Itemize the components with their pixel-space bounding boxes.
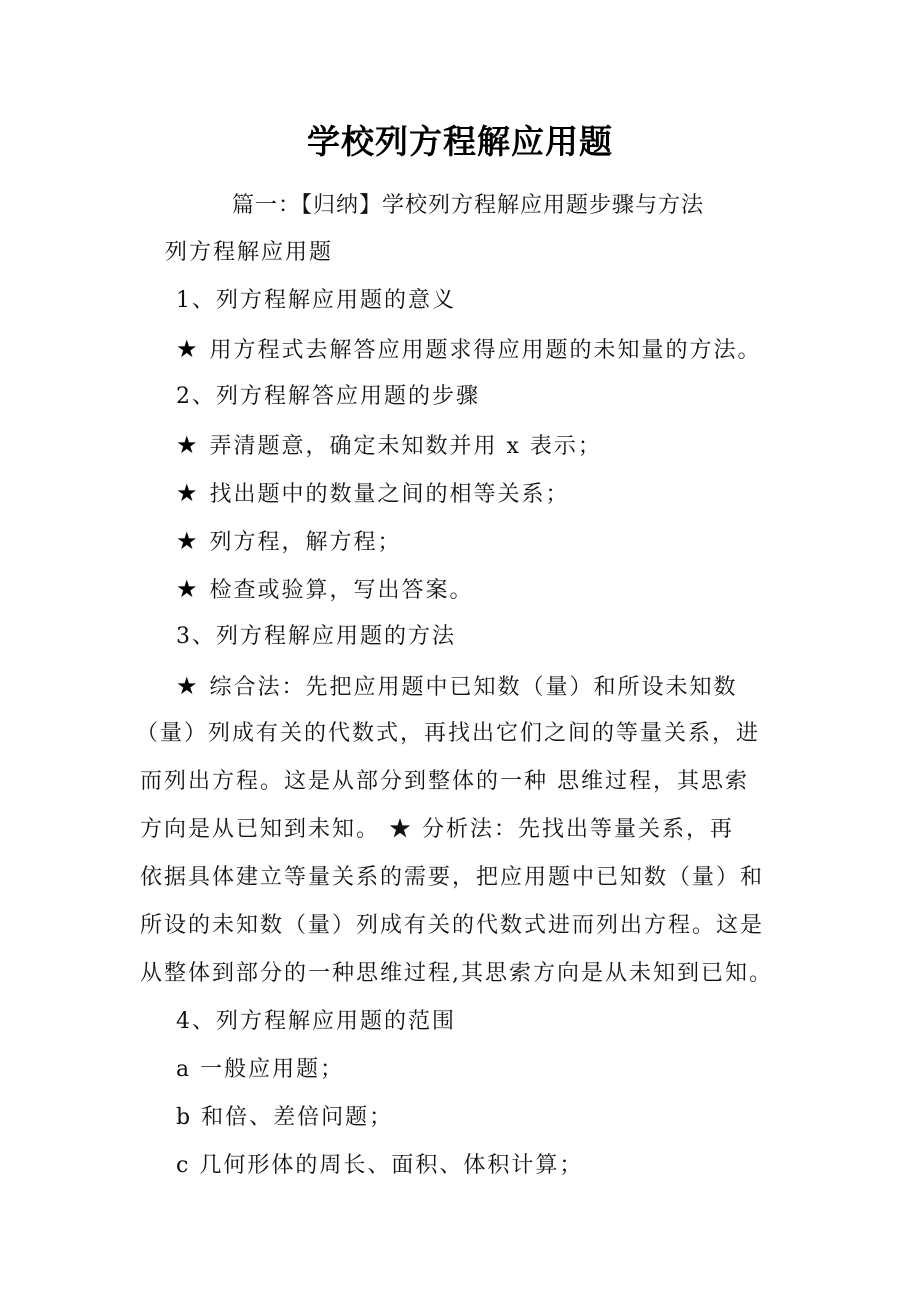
paragraph-line: [176, 382, 480, 412]
bullet-paragraph-line: [176, 671, 738, 703]
bullet-paragraph-line: [176, 334, 762, 366]
line-text: 检查或验算，写出答案。: [209, 578, 474, 603]
paragraph-line: [136, 719, 760, 749]
line-text: （量）列成有关的代数式，再找出它们之间的等量关系，进: [136, 721, 761, 746]
star-bullet-icon: ★: [176, 575, 200, 603]
star-bullet-icon: ★: [176, 479, 200, 507]
bullet-paragraph-line: [176, 574, 474, 606]
line-text: 弄清题意，确定未知数并用 x 表示；: [209, 434, 602, 459]
star-bullet-icon: ★: [176, 335, 200, 363]
bullet-paragraph-line: [176, 526, 402, 558]
line-text: 列方程，解方程；: [209, 530, 402, 555]
paragraph-line: [140, 959, 773, 989]
line-text: 而列出方程。这是从部分到整体的一种 思维过程，其思索: [140, 769, 749, 794]
star-bullet-icon: ★: [176, 431, 200, 459]
section-subtitle: 篇一：【归纳】学校列方程解应用题步骤与方法: [232, 193, 705, 218]
paragraph-line: [140, 767, 749, 797]
paragraph-line: [176, 1007, 456, 1037]
line-text: 2、列方程解答应用题的步骤: [176, 384, 480, 409]
paragraph-line: [140, 911, 764, 941]
paragraph-line: [140, 863, 764, 893]
line-text: 所设的未知数（量）列成有关的代数式进而列出方程。这是: [140, 913, 765, 938]
paragraph-line: [165, 238, 333, 268]
line-text: 综合法：先把应用题中已知数（量）和所设未知数: [209, 675, 738, 700]
paragraph-line: [176, 1055, 344, 1085]
line-text: 列方程解应用题: [165, 240, 334, 265]
line-text: 方向是从已知到未知。 ★ 分析法：先找出等量关系，再: [140, 817, 734, 842]
line-text: b 和倍、差倍问题；: [176, 1105, 394, 1130]
star-bullet-icon: ★: [176, 527, 200, 555]
line-text: a 一般应用题；: [176, 1057, 345, 1082]
paragraph-line: [176, 286, 456, 316]
line-text: 依据具体建立等量关系的需要，把应用题中已知数（量）和: [140, 865, 765, 890]
line-text: c 几何形体的周长、面积、体积计算；: [176, 1153, 584, 1178]
bullet-paragraph-line: [176, 430, 602, 462]
document-title: 学校列方程解应用题: [307, 122, 613, 161]
line-text: 找出题中的数量之间的相等关系；: [209, 482, 570, 507]
line-text: 3、列方程解应用题的方法: [176, 624, 456, 649]
paragraph-line: [176, 622, 456, 652]
line-text: 1、列方程解应用题的意义: [176, 288, 456, 313]
line-text: 用方程式去解答应用题求得应用题的未知量的方法。: [209, 338, 762, 363]
line-text: 4、列方程解应用题的范围: [176, 1009, 456, 1034]
star-bullet-icon: ★: [176, 672, 200, 700]
paragraph-line: [176, 1103, 393, 1133]
paragraph-line: [176, 1151, 583, 1181]
paragraph-line: [140, 815, 734, 845]
line-text: 从整体到部分的一种思维过程,其思索方向是从未知到已知。: [140, 961, 773, 986]
bullet-paragraph-line: [176, 478, 570, 510]
